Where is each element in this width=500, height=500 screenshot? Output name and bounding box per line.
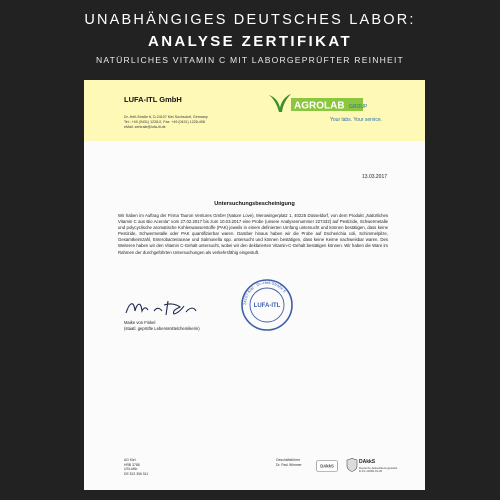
dakks-title: DAkkS xyxy=(359,459,376,465)
accreditation-badge xyxy=(316,460,338,472)
footer-line: Dr. Paul Wimmer xyxy=(276,462,302,467)
dakks-subtitle: Deutsche Akkreditierungsstelle xyxy=(359,466,398,470)
header-line2: ANALYSE ZERTIFIKAT xyxy=(147,33,353,50)
footer-line: USt-IdNr. xyxy=(124,467,138,472)
signer-block xyxy=(124,320,200,332)
address-line: Tel.: +49 (0431) 1228-0, Fax: +49 (0431) 1228-498 xyxy=(124,120,205,124)
badge-text: DAkkS xyxy=(320,463,334,469)
dakks-id: D-PL-14082-01-00 xyxy=(359,469,383,473)
footer-middle xyxy=(276,458,302,467)
footer-line: DE 813 356 511 xyxy=(124,471,149,476)
header-line3: NATÜRLICHES VITAMIN C MIT LABORGEPRÜFTER REINHEIT xyxy=(95,55,405,65)
signer-name: Maike von Finkel xyxy=(124,320,156,325)
signature xyxy=(124,295,214,319)
footer-line: HRB 3788 xyxy=(124,462,140,467)
logo-group: GROUP xyxy=(349,104,368,110)
footer-line: Geschäftsführer xyxy=(276,458,301,462)
logo-text: AGROLAB xyxy=(294,100,345,112)
footer-line: AG Kiel xyxy=(124,458,136,462)
stamp-ring-path: 24107 Kiel · Dr.-Hell-Straße 6 xyxy=(241,279,288,306)
stamp-center-text: LUFA-ITL xyxy=(253,303,281,309)
sprout-icon xyxy=(269,94,291,112)
lab-address xyxy=(124,115,208,130)
header-line1: UNABHÄNGIGES DEUTSCHES LABOR: xyxy=(84,12,416,28)
certificate-document xyxy=(84,80,425,490)
agrolab-logo xyxy=(265,90,375,120)
lab-stamp xyxy=(240,278,294,332)
letter-body: Wir haben im Auftrag der Firma Tauron Ventures GmbH (Nature Love), Merowingerplatz 1, 40225 Düsseldorf, von dem Produkt „Natürliches Vitamin C aus Bio Acerola“ vom 27.02.2017 bis zum 10.03.2017 eine Probe (unsere Analysennummer 227432) auf Pestizide, Schwermetalle und polycyclische aromatische Kohlenwasserstoffe (PAK) jeweils in einem definierten Umfang untersucht und können bestätigen, dass keine Pestizide, Schwermetalle oder PAK quantifizierbar waren. Darüber hinaus haben wir die Probe auf Escherichia coli, Schimmelpilze, Gesamtkeimzahl, Enterobacteriaceae und Salmonella spp. untersucht und können bestätigen, dass keine Keime nachweisbar waren. Des Weiteren haben wir den Vitamin C-Gehalt untersucht, wobei wir den deklarierten Vitamin-C-Gehalt bestätigen können. Wir haben die Ware im Rahmen der durchgeführten Untersuchungen als verkehrsfähig eingestuft. xyxy=(118,213,388,255)
address-line: Dr.-Hell-Straße 6, D-24107 Kiel Suchsdorf, Germany xyxy=(124,115,208,119)
dakks-badge xyxy=(346,458,398,474)
dakks-emblem-icon xyxy=(346,458,358,472)
emblem-shield xyxy=(347,459,357,472)
signer-role: (staatl. geprüfte Lebensmittelchemikerin) xyxy=(124,325,200,331)
agrolab-slogan: Your labs. Your service. xyxy=(330,117,383,123)
letter-date: 13.03.2017 xyxy=(362,174,388,180)
lab-name: LUFA-ITL GmbH xyxy=(124,95,182,104)
footer-left xyxy=(124,458,148,476)
letter-title: Untersuchungsbescheinigung xyxy=(214,201,295,207)
signature-stroke xyxy=(126,301,196,315)
address-line: eMail: zentrale@lufa-itl.de xyxy=(124,125,166,129)
